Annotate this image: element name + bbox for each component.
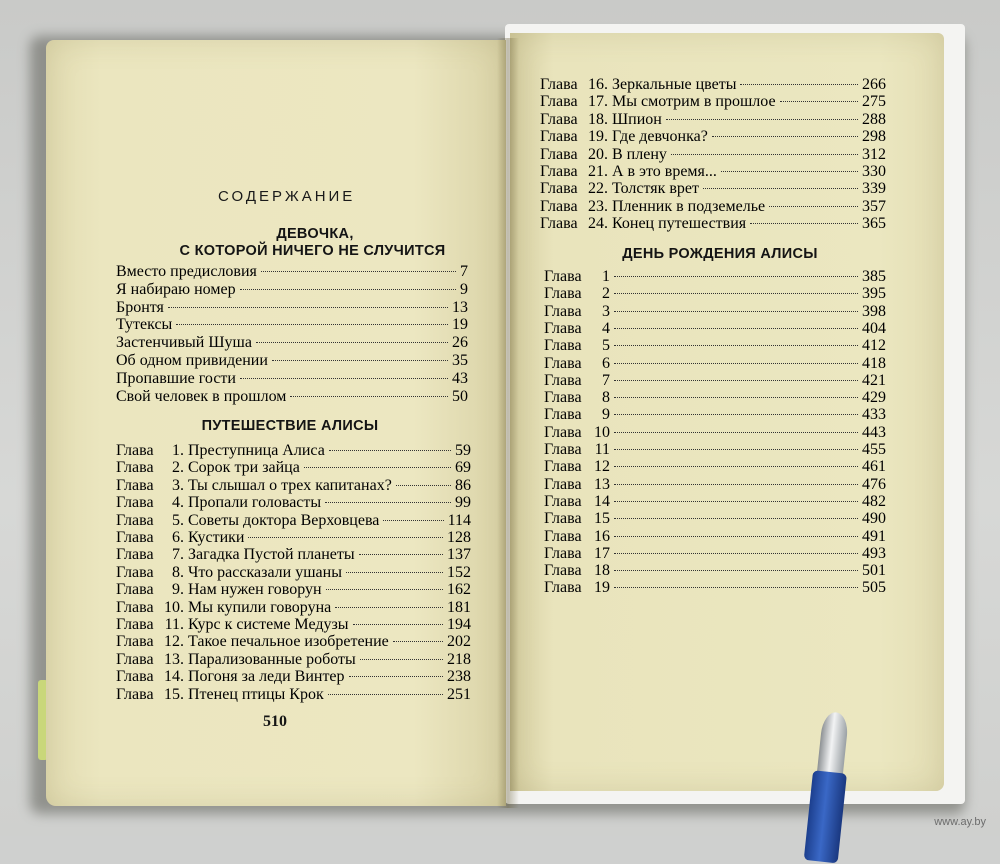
chapter-word: Глава — [116, 546, 154, 564]
chapter-number: 11 — [594, 441, 610, 458]
chapter-number: 23. — [588, 197, 608, 215]
toc-entry-title: Шпион — [612, 110, 662, 128]
chapter-number: 17. — [588, 93, 608, 111]
dot-leader — [261, 271, 456, 272]
toc-entry-title: Пропавшие гости — [116, 369, 236, 387]
dot-leader — [396, 485, 451, 486]
toc-entry — [116, 370, 468, 387]
dot-leader — [614, 501, 858, 502]
toc-entry-page: 491 — [862, 527, 886, 545]
toc-entry-page: 505 — [862, 579, 886, 597]
toc-entry-title: Птенец птицы Крок — [188, 685, 324, 703]
toc-entry-title: Преступница Алиса — [188, 442, 325, 459]
toc-entry-title: Тутексы — [116, 316, 173, 334]
dot-leader — [256, 342, 448, 343]
chapter-word: Глава — [116, 563, 154, 581]
chapter-number: 14. — [164, 668, 184, 686]
toc-entry-title: Ты слышал о трех капитанах? — [188, 476, 392, 494]
chapter-word: Глава — [544, 302, 582, 320]
toc-entry — [544, 476, 886, 493]
dot-leader — [349, 676, 443, 677]
toc-entry — [540, 198, 886, 215]
chapter-word: Глава — [544, 389, 582, 407]
chapter-number: 10 — [594, 423, 610, 441]
toc-entry-page: 43 — [452, 369, 468, 387]
chapter-number: 20. — [588, 145, 608, 163]
toc-entry-page: 218 — [447, 650, 471, 668]
pen-body — [804, 770, 847, 863]
toc-entry-page: 398 — [862, 302, 886, 320]
toc-entry — [116, 459, 471, 476]
toc-entry — [544, 303, 886, 320]
chapter-number: 17 — [594, 544, 610, 562]
toc-entry-page: 339 — [862, 180, 886, 198]
toc-entry — [116, 281, 468, 298]
toc-entry-title: А в это время... — [612, 163, 717, 180]
toc-entry — [544, 562, 886, 579]
chapter-word: Глава — [540, 197, 578, 215]
toc-entry-page: 385 — [862, 268, 886, 285]
toc-entry — [540, 111, 886, 128]
toc-entry-title: Мы купили говоруна — [188, 598, 332, 616]
toc-entry-page: 482 — [862, 492, 886, 510]
chapter-word: Глава — [544, 423, 582, 441]
chapter-word: Глава — [540, 110, 578, 128]
toc-entry — [116, 651, 471, 668]
toc-entry — [544, 285, 886, 302]
chapter-number: 22. — [588, 180, 608, 198]
toc-entry — [116, 512, 471, 529]
chapter-number: 13 — [594, 475, 610, 493]
chapter-word: Глава — [544, 475, 582, 493]
dot-leader — [335, 607, 443, 608]
chapter-word: Глава — [544, 337, 582, 355]
chapter-word: Глава — [116, 459, 154, 477]
toc-entry-page: 152 — [447, 563, 471, 581]
toc-entry-page: 395 — [862, 285, 886, 303]
dot-leader — [614, 432, 858, 433]
dot-leader — [176, 324, 448, 325]
chapter-word: Глава — [544, 544, 582, 562]
toc-entry — [544, 320, 886, 337]
toc-entry-page: 288 — [862, 110, 886, 128]
toc-entry — [544, 441, 886, 458]
toc-entry-title: Такое печальное изобретение — [188, 633, 389, 651]
chapter-word: Глава — [544, 354, 582, 372]
dot-leader — [328, 694, 443, 695]
toc-entry — [540, 76, 886, 93]
dot-leader — [240, 289, 456, 290]
chapter-word: Глава — [544, 268, 582, 285]
toc-entry-title: Бронтя — [116, 298, 164, 316]
toc-entry — [540, 93, 886, 110]
chapter-number: 7. — [172, 546, 184, 564]
chapter-word: Глава — [116, 668, 154, 686]
dot-leader — [614, 553, 858, 554]
toc-entry-title: Я набираю номер — [116, 280, 236, 298]
dot-leader — [614, 466, 858, 467]
toc-entry — [116, 599, 471, 616]
toc-entry-page: 357 — [862, 197, 886, 215]
contents-title: СОДЕРЖАНИЕ — [218, 188, 356, 205]
chapter-number: 14 — [594, 492, 610, 510]
toc-entry-page: 7 — [460, 263, 468, 280]
toc-entry-page: 69 — [455, 459, 471, 477]
chapter-number: 3 — [602, 302, 610, 320]
chapter-number: 4 — [602, 319, 610, 337]
chapter-word: Глава — [116, 633, 154, 651]
chapter-word: Глава — [544, 406, 582, 424]
chapter-number: 7 — [602, 371, 610, 389]
chapter-number: 6. — [172, 529, 184, 546]
toc-entry — [116, 316, 468, 333]
section2-heading: ПУТЕШЕСТВИЕ АЛИСЫ — [201, 418, 379, 434]
dot-leader — [614, 449, 858, 450]
chapter-word: Глава — [116, 650, 154, 668]
dot-leader — [304, 467, 451, 468]
chapter-number: 10. — [164, 598, 184, 616]
toc-entry-page: 412 — [862, 337, 886, 355]
dot-leader — [721, 171, 858, 172]
dot-leader — [614, 345, 858, 346]
dot-leader — [614, 484, 858, 485]
toc-entry-page: 455 — [862, 441, 886, 458]
dot-leader — [614, 293, 858, 294]
chapter-word: Глава — [544, 579, 582, 597]
toc-entry — [540, 215, 886, 232]
toc-entry — [544, 579, 886, 596]
toc-entry-page: 490 — [862, 510, 886, 528]
toc-entry-page: 312 — [862, 145, 886, 163]
chapter-number: 2 — [602, 285, 610, 303]
chapter-word: Глава — [540, 128, 578, 146]
toc-entry — [116, 686, 471, 703]
toc-entry-page: 181 — [447, 598, 471, 616]
toc-entry-page: 50 — [452, 387, 468, 405]
chapter-number: 3. — [172, 476, 184, 494]
toc-entry-title: Погоня за леди Винтер — [188, 668, 345, 686]
chapter-number: 19. — [588, 128, 608, 146]
dot-leader — [712, 136, 858, 137]
toc-entry-title: В плену — [612, 145, 667, 163]
section1-heading-line2: С КОТОРОЙ НИЧЕГО НЕ СЛУЧИТСЯ — [179, 243, 446, 259]
chapter-number: 16. — [588, 76, 608, 93]
toc-entry — [544, 493, 886, 510]
dot-leader — [614, 311, 858, 312]
toc-entry-page: 86 — [455, 476, 471, 494]
toc-entry — [544, 528, 886, 545]
chapter-word: Глава — [544, 510, 582, 528]
dot-leader — [666, 119, 858, 120]
dot-leader — [614, 380, 858, 381]
toc-entry-page: 429 — [862, 389, 886, 407]
chapter-word: Глава — [116, 598, 154, 616]
toc-entry-page: 275 — [862, 93, 886, 111]
toc-entry — [116, 546, 471, 563]
dot-leader — [240, 378, 448, 379]
chapter-word: Глава — [116, 476, 154, 494]
dot-leader — [393, 641, 443, 642]
chapter-number: 12. — [164, 633, 184, 651]
chapter-word: Глава — [544, 319, 582, 337]
toc-entry — [544, 545, 886, 562]
dot-leader — [614, 518, 858, 519]
toc-entry-title: Вместо предисловия — [116, 263, 257, 280]
chapter-word: Глава — [544, 527, 582, 545]
chapter-word: Глава — [540, 215, 578, 233]
chapter-number: 12 — [594, 458, 610, 476]
toc-entry-page: 365 — [862, 215, 886, 233]
toc-entry-title: Свой человек в прошлом — [116, 387, 287, 405]
toc-entry-title: Что рассказали ушаны — [188, 563, 342, 581]
toc-entry-title: Загадка Пустой планеты — [188, 546, 355, 564]
toc-entry — [116, 529, 471, 546]
toc-entry — [540, 163, 886, 180]
toc-entry-title: Конец путешествия — [612, 215, 747, 233]
chapter-word: Глава — [116, 494, 154, 512]
toc-entry — [116, 564, 471, 581]
toc-entry-page: 251 — [447, 685, 471, 703]
toc-entry — [116, 388, 468, 405]
dot-leader — [614, 570, 858, 571]
toc-entry — [540, 128, 886, 145]
dot-leader — [326, 589, 443, 590]
chapter-number: 6 — [602, 354, 610, 372]
dot-leader — [614, 397, 858, 398]
toc-entry-page: 13 — [452, 298, 468, 316]
chapter-word: Глава — [116, 616, 154, 633]
chapter-word: Глава — [544, 441, 582, 458]
toc-entry-title: Где девчонка? — [612, 128, 708, 146]
dot-leader — [780, 101, 858, 102]
toc-entry — [544, 424, 886, 441]
chapter-word: Глава — [540, 163, 578, 180]
toc-entry-title: Зеркальные цветы — [612, 76, 737, 93]
toc-entry — [116, 633, 471, 650]
toc-entry-page: 202 — [447, 633, 471, 651]
chapter-number: 2. — [172, 459, 184, 477]
dot-leader — [346, 572, 443, 573]
toc-entry-title: Кустики — [188, 529, 245, 546]
dot-leader — [290, 396, 448, 397]
chapter-word: Глава — [116, 442, 154, 459]
chapter-number: 11. — [164, 616, 184, 633]
toc-entry-page: 162 — [447, 581, 471, 599]
watermark: www.ay.by — [934, 816, 986, 828]
toc-entry — [116, 352, 468, 369]
toc-entry — [116, 334, 468, 351]
dot-leader — [272, 360, 448, 361]
toc-entry — [116, 616, 471, 633]
chapter-number: 16 — [594, 527, 610, 545]
chapter-number: 4. — [172, 494, 184, 512]
pen-tip — [817, 711, 850, 777]
chapter-number: 21. — [588, 163, 608, 180]
chapter-number: 1. — [172, 442, 184, 459]
dot-leader — [614, 276, 858, 277]
dot-leader — [614, 536, 858, 537]
toc-entry — [540, 180, 886, 197]
dot-leader — [353, 624, 443, 625]
toc-entry-page: 128 — [447, 529, 471, 546]
toc-entry — [116, 299, 468, 316]
toc-entry-page: 418 — [862, 354, 886, 372]
toc-entry-page: 443 — [862, 423, 886, 441]
dot-leader — [614, 328, 858, 329]
toc-entry-page: 26 — [452, 334, 468, 352]
toc-entry-title: Нам нужен говорун — [188, 581, 322, 599]
chapter-number: 5. — [172, 511, 184, 529]
toc-entry-page: 35 — [452, 352, 468, 369]
chapter-word: Глава — [544, 562, 582, 580]
chapter-number: 9 — [602, 406, 610, 424]
chapter-number: 8. — [172, 563, 184, 581]
toc-entry-page: 59 — [455, 442, 471, 459]
section3-heading: ДЕНЬ РОЖДЕНИЯ АЛИСЫ — [622, 246, 818, 262]
book-spine — [497, 38, 519, 808]
toc-entry-page: 238 — [447, 668, 471, 686]
chapter-word: Глава — [116, 685, 154, 703]
toc-entry-page: 421 — [862, 371, 886, 389]
dot-leader — [360, 659, 443, 660]
toc-entry-page: 9 — [460, 280, 468, 298]
toc-entry — [544, 337, 886, 354]
dot-leader — [614, 587, 858, 588]
toc-entry-page: 501 — [862, 562, 886, 580]
page-number: 510 — [263, 713, 287, 730]
dot-leader — [614, 363, 858, 364]
toc-entry — [116, 477, 471, 494]
chapter-number: 1 — [602, 268, 610, 285]
toc-entry — [116, 263, 468, 280]
toc-entry-page: 194 — [447, 616, 471, 633]
toc-entry-page: 99 — [455, 494, 471, 512]
chapter-word: Глава — [116, 581, 154, 599]
toc-entry-title: Об одном привидении — [116, 352, 268, 369]
toc-entry-page: 114 — [447, 511, 471, 529]
toc-entry — [544, 510, 886, 527]
dot-leader — [325, 502, 451, 503]
toc-entry-title: Застенчивый Шуша — [116, 334, 252, 352]
toc-entry — [544, 355, 886, 372]
chapter-word: Глава — [540, 145, 578, 163]
chapter-word: Глава — [544, 285, 582, 303]
toc-entry-page: 433 — [862, 406, 886, 424]
toc-entry-page: 330 — [862, 163, 886, 180]
toc-entry-title: Пленник в подземелье — [612, 197, 766, 215]
chapter-number: 18 — [594, 562, 610, 580]
toc-entry-page: 266 — [862, 76, 886, 93]
chapter-number: 9. — [172, 581, 184, 599]
dot-leader — [671, 154, 858, 155]
dot-leader — [703, 188, 858, 189]
chapter-word: Глава — [540, 93, 578, 111]
chapter-word: Глава — [540, 76, 578, 93]
chapter-number: 5 — [602, 337, 610, 355]
dot-leader — [359, 554, 443, 555]
chapter-number: 18. — [588, 110, 608, 128]
toc-entry — [116, 581, 471, 598]
dot-leader — [383, 520, 443, 521]
chapter-word: Глава — [116, 511, 154, 529]
chapter-word: Глава — [116, 529, 154, 546]
dot-leader — [614, 414, 858, 415]
toc-entry-page: 298 — [862, 128, 886, 146]
dot-leader — [329, 450, 451, 451]
toc-entry-page: 476 — [862, 475, 886, 493]
chapter-number: 8 — [602, 389, 610, 407]
toc-entry — [544, 268, 886, 285]
toc-entry-title: Пропали головасты — [188, 494, 322, 512]
toc-entry — [544, 372, 886, 389]
toc-entry-page: 493 — [862, 544, 886, 562]
dot-leader — [248, 537, 443, 538]
toc-entry-title: Мы смотрим в прошлое — [612, 93, 776, 111]
dot-leader — [168, 307, 448, 308]
dot-leader — [740, 84, 858, 85]
chapter-word: Глава — [540, 180, 578, 198]
chapter-word: Глава — [544, 492, 582, 510]
chapter-number: 13. — [164, 650, 184, 668]
toc-entry — [544, 458, 886, 475]
toc-entry — [540, 146, 886, 163]
toc-entry-title: Советы доктора Верховцева — [188, 511, 380, 529]
toc-entry-page: 404 — [862, 319, 886, 337]
chapter-number: 19 — [594, 579, 610, 597]
chapter-number: 15 — [594, 510, 610, 528]
toc-entry — [116, 442, 471, 459]
toc-entry-page: 461 — [862, 458, 886, 476]
dot-leader — [750, 223, 858, 224]
toc-entry-title: Сорок три зайца — [188, 459, 300, 477]
section1-heading-line1: ДЕВОЧКА, — [276, 226, 354, 242]
toc-entry-title: Курс к системе Медузы — [188, 616, 349, 633]
dot-leader — [769, 206, 858, 207]
toc-entry — [116, 494, 471, 511]
chapter-number: 15. — [164, 685, 184, 703]
chapter-word: Глава — [544, 458, 582, 476]
chapter-word: Глава — [544, 371, 582, 389]
toc-entry — [116, 668, 471, 685]
chapter-number: 24. — [588, 215, 608, 233]
toc-entry — [544, 389, 886, 406]
toc-entry-page: 19 — [452, 316, 468, 334]
toc-entry — [544, 406, 886, 423]
toc-entry-title: Толстяк врет — [612, 180, 700, 198]
toc-entry-title: Парализованные роботы — [188, 650, 356, 668]
toc-entry-page: 137 — [447, 546, 471, 564]
